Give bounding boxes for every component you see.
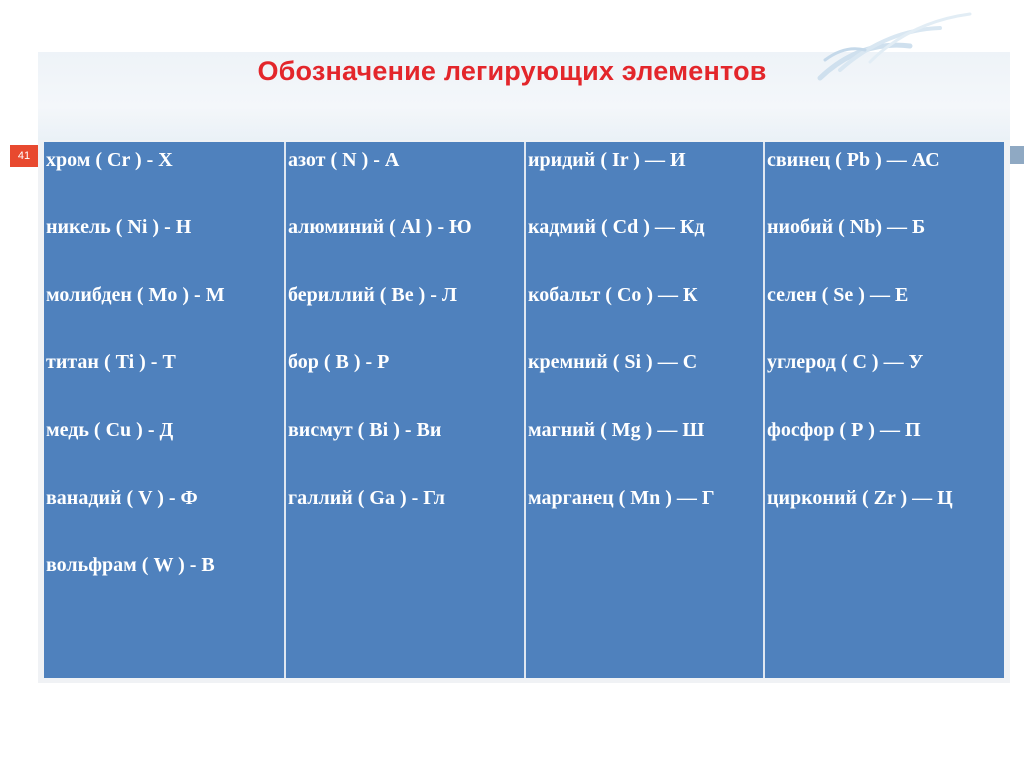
table-cell: никель ( Ni ) - Н (46, 216, 192, 238)
table-cell: алюминий ( Al ) - Ю (288, 216, 472, 238)
table-cell: хром ( Cr ) - Х (46, 149, 173, 171)
table-cell: селен ( Se ) — Е (767, 284, 909, 306)
slide-number-badge: 41 (10, 145, 38, 167)
table-column-4 (765, 142, 1004, 678)
table-cell: висмут ( Bi ) - Ви (288, 419, 442, 441)
table-cell: медь ( Cu ) - Д (46, 419, 174, 441)
table-cell: молибден ( Mo ) - М (46, 284, 225, 306)
table-cell: кобальт ( Co ) — К (528, 284, 698, 306)
table-column-3 (526, 142, 765, 678)
table-cell: марганец ( Mn ) — Г (528, 487, 715, 509)
table-cell: углерод ( С ) — У (767, 351, 924, 373)
table-cell: азот ( N ) - А (288, 149, 400, 171)
page-title: Обозначение легирующих элементов (257, 56, 767, 86)
table-cell: цирконий ( Zr ) — Ц (767, 487, 953, 509)
alloy-elements-table (44, 142, 1004, 678)
table-cell: титан ( Ti ) - Т (46, 351, 176, 373)
table-cell: вольфрам ( W ) - В (46, 554, 215, 576)
table-cell: бор ( В ) - Р (288, 351, 390, 373)
table-cell: кремний ( Si ) — С (528, 351, 698, 373)
table-cell: иридий ( Ir ) — И (528, 149, 686, 171)
table-cell: магний ( Mg ) — Ш (528, 419, 705, 441)
table-cell: галлий ( Ga ) - Гл (288, 487, 445, 509)
decorative-streaks (790, 0, 1024, 110)
table-cell: свинец ( Pb ) — АС (767, 149, 940, 171)
table-cell: фосфор ( Р ) — П (767, 419, 921, 441)
table-column-1 (44, 142, 286, 678)
table-cell: ванадий ( V ) - Ф (46, 487, 198, 509)
table-cell: бериллий ( Be ) - Л (288, 284, 457, 306)
table-cell: кадмий ( Cd ) — Кд (528, 216, 705, 238)
table-column-2 (286, 142, 526, 678)
table-cell: ниобий ( Nb) — Б (767, 216, 926, 238)
